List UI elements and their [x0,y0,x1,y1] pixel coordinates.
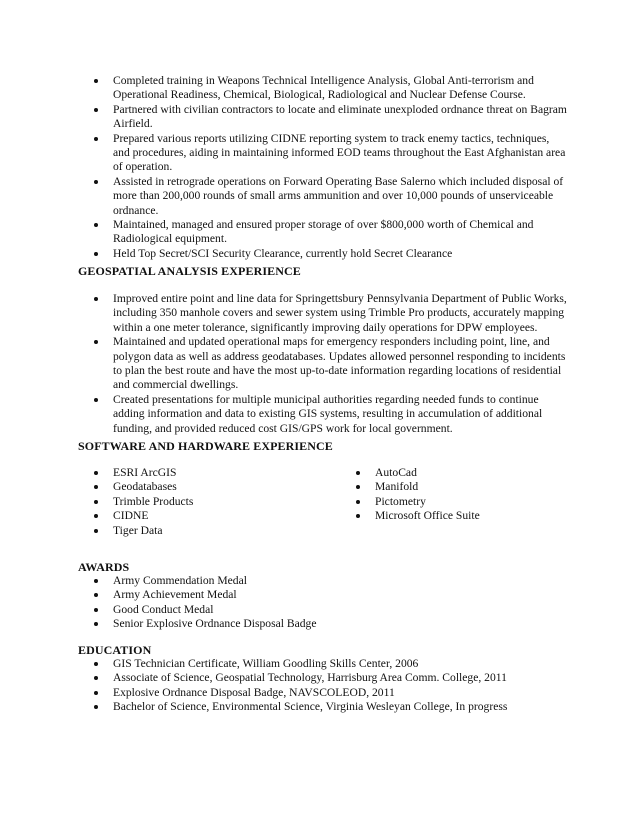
education-list [78,657,568,715]
list-item: Army Achievement Medal [78,588,568,602]
list-item: Improved entire point and line data for Springettsbury Pennsylvania Department of Public Works, including 350 manhole covers and sewer system using Trimble Pro products, accurately mapping within a one meter tolerance, significantly improving daily operations for DPW employees. [78,292,568,335]
list-item: Created presentations for multiple municipal authorities regarding needed funds to continue adding information and data to existing GIS systems, resulting in accumulation of additional funding, and provided reduced cost GIS/GPS work for local government. [78,393,568,436]
awards-heading: AWARDS [78,560,130,574]
software-list-left [78,466,318,538]
education-heading: EDUCATION [78,643,152,657]
list-item: Held Top Secret/SCI Security Clearance, currently hold Secret Clearance [78,247,568,261]
list-item: Maintained and updated operational maps for emergency responders including point, line, and polygon data as well as address geodatabases. Updates allowed personnel responding to incidents to plan the best route and have the most up-to-date information regarding locations of residential and commercial dwellings. [78,335,568,393]
list-item: Geodatabases [78,480,318,494]
geospatial-heading: GEOSPATIAL ANALYSIS EXPERIENCE [78,264,301,278]
list-item: AutoCad [340,466,568,480]
list-item: GIS Technician Certificate, William Goodling Skills Center, 2006 [78,657,568,671]
list-item: Associate of Science, Geospatial Technology, Harrisburg Area Comm. College, 2011 [78,671,568,685]
military-experience-list [78,74,568,261]
list-item: CIDNE [78,509,318,523]
software-list-right [340,466,568,524]
list-item: Completed training in Weapons Technical Intelligence Analysis, Global Anti-terrorism and Operational Readiness, Chemical, Biological, Radiological and Nuclear Defense Course. [78,74,568,103]
list-item: Prepared various reports utilizing CIDNE reporting system to track enemy tactics, techniques, and procedures, aiding in maintaining informed EOD teams throughout the East Afghanistan area of operation. [78,132,568,175]
list-item: Maintained, managed and ensured proper storage of over $800,000 worth of Chemical and Radiological equipment. [78,218,568,247]
list-item: Microsoft Office Suite [340,509,568,523]
list-item: Explosive Ordnance Disposal Badge, NAVSCOLEOD, 2011 [78,686,568,700]
software-heading: SOFTWARE AND HARDWARE EXPERIENCE [78,439,333,453]
list-item: Army Commendation Medal [78,574,568,588]
list-item: Partnered with civilian contractors to locate and eliminate unexploded ordnance threat on Bagram Airfield. [78,103,568,132]
list-item: Senior Explosive Ordnance Disposal Badge [78,617,568,631]
list-item: Tiger Data [78,524,318,538]
list-item: ESRI ArcGIS [78,466,318,480]
list-item: Trimble Products [78,495,318,509]
awards-list [78,574,568,632]
list-item: Good Conduct Medal [78,603,568,617]
geospatial-list [78,292,568,436]
list-item: Pictometry [340,495,568,509]
list-item: Assisted in retrograde operations on Forward Operating Base Salerno which included disposal of more than 200,000 rounds of small arms ammunition and over 10,000 pounds of unserviceable ordnance. [78,175,568,218]
list-item: Bachelor of Science, Environmental Science, Virginia Wesleyan College, In progress [78,700,568,714]
list-item: Manifold [340,480,568,494]
